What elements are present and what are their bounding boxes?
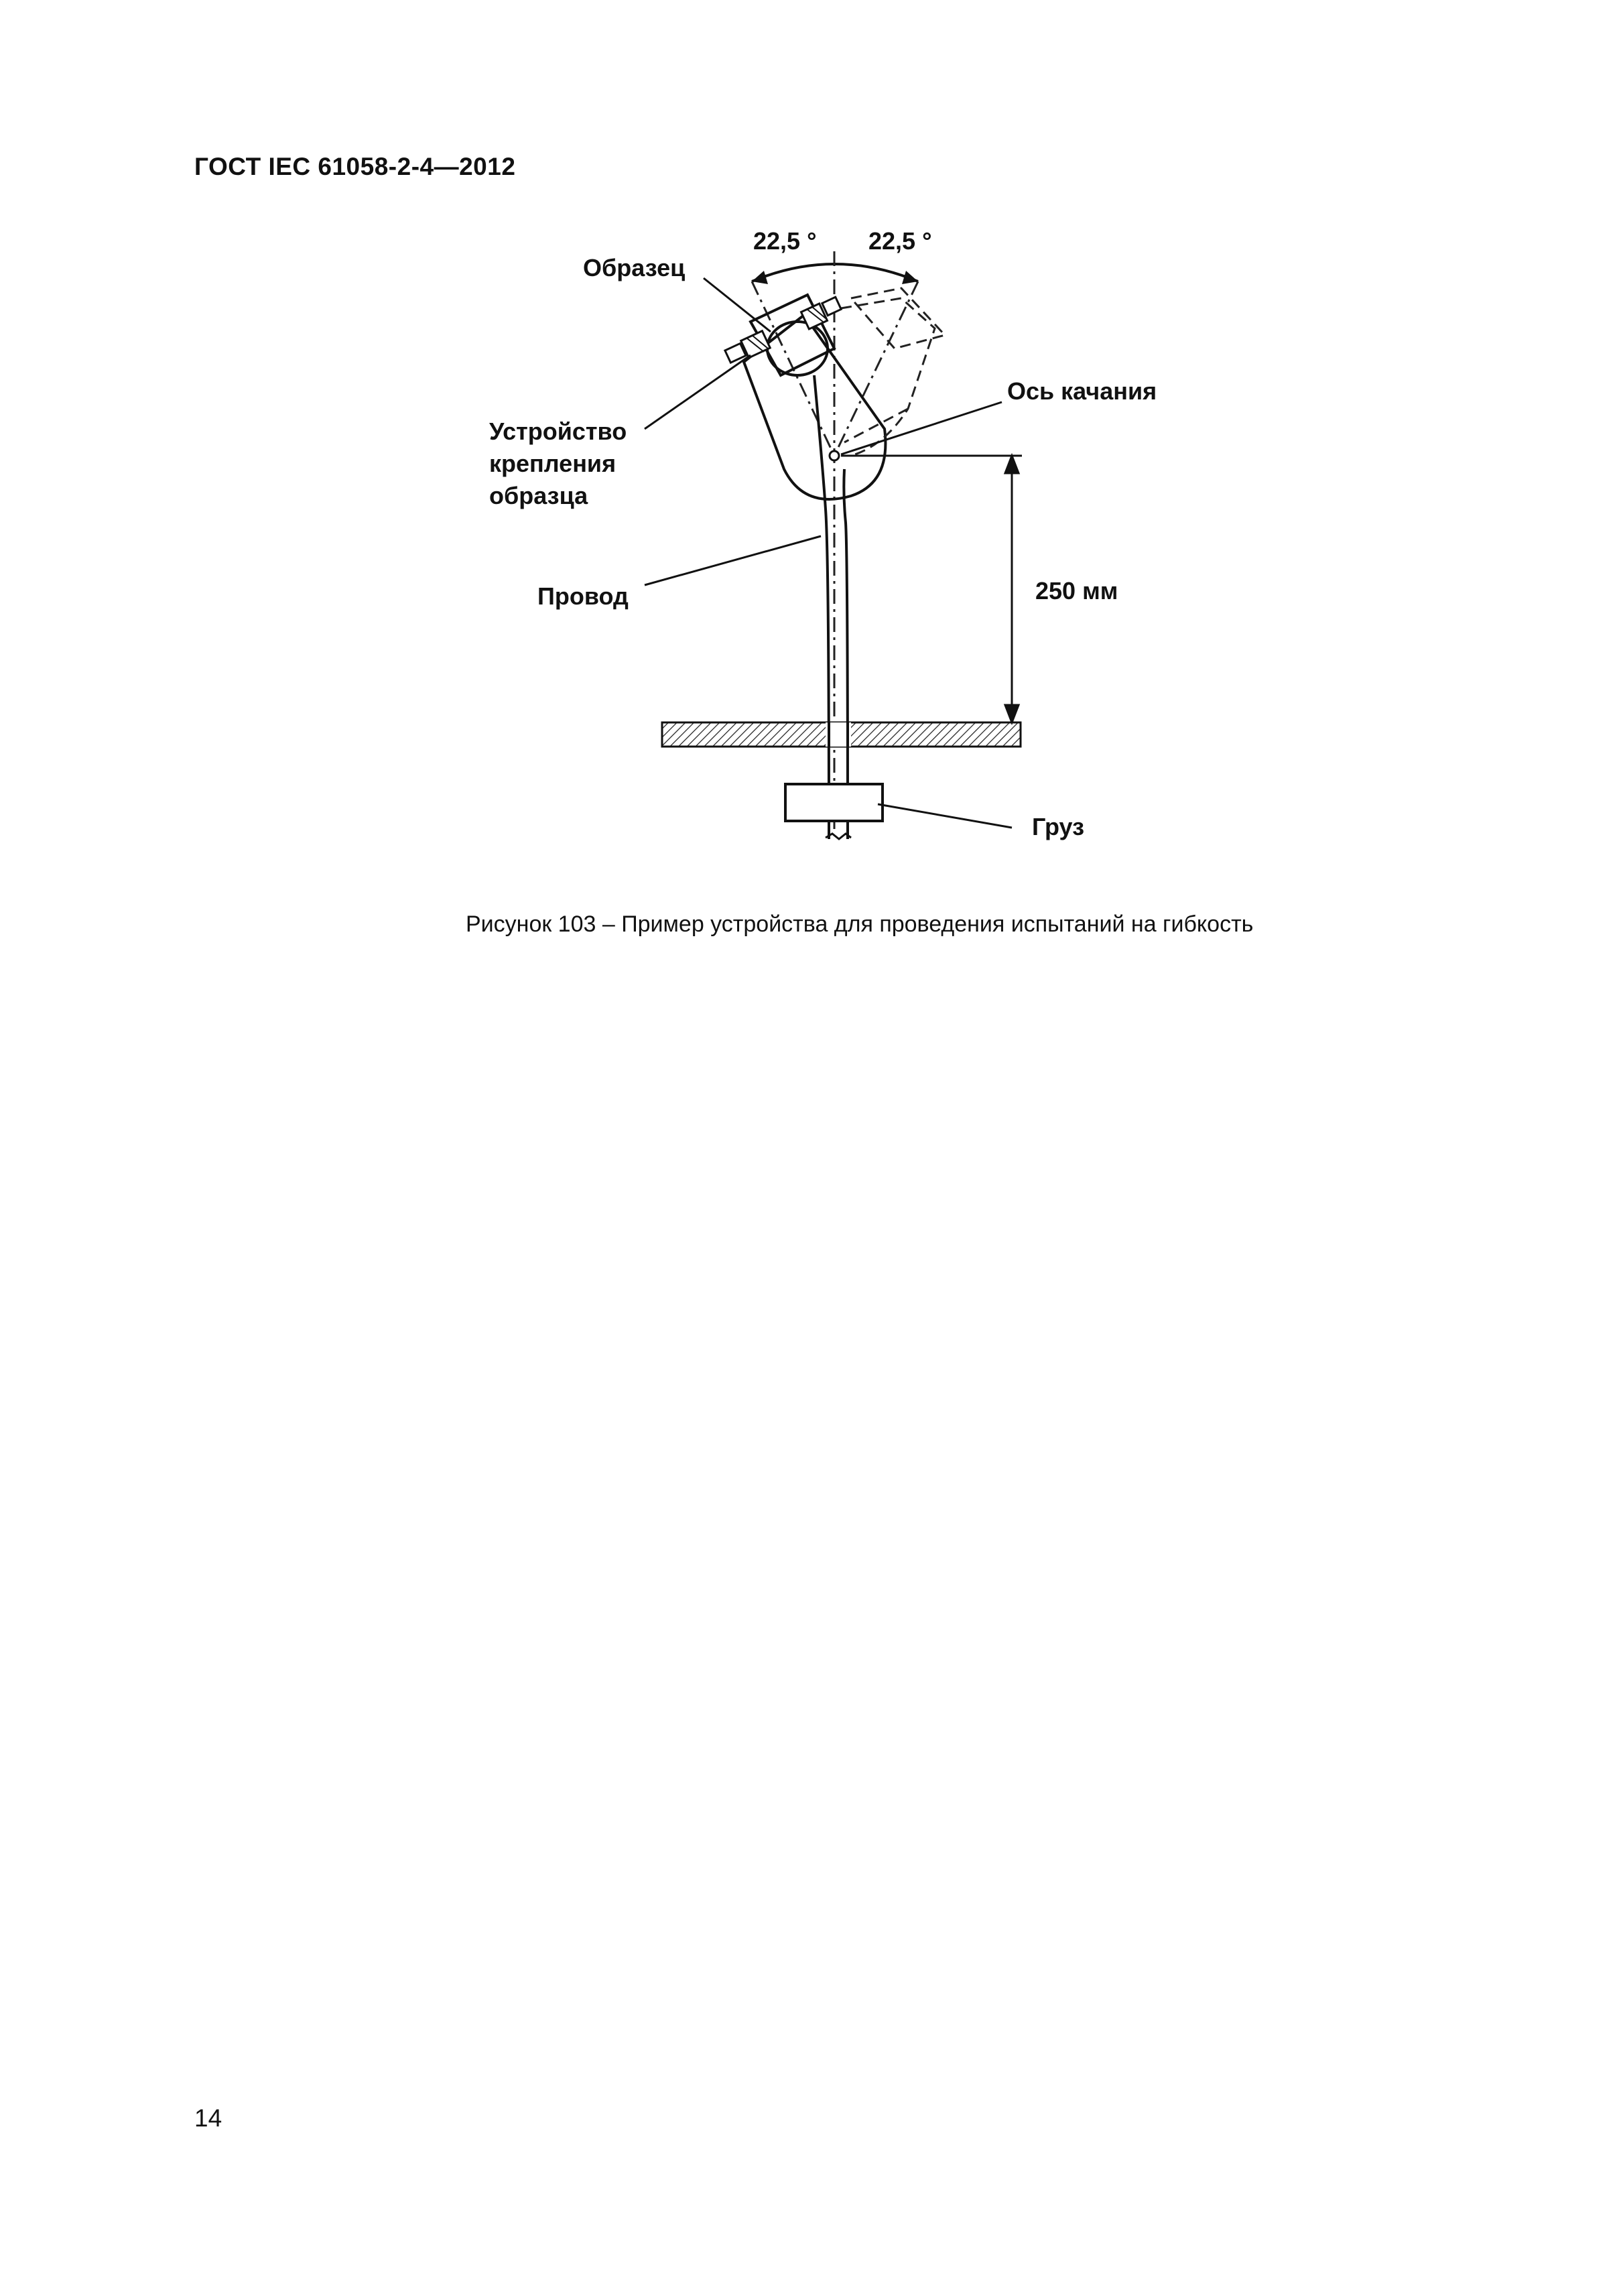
wire (814, 375, 848, 834)
weight-label: Груз (1032, 813, 1084, 840)
figure-caption: Рисунок 103 – Пример устройства для проведения испытаний на гибкость (466, 911, 1254, 937)
weight-block (785, 784, 883, 839)
pivot-point (830, 451, 839, 460)
page-number: 14 (194, 2104, 222, 2132)
angle-left-label: 22,5 ° (753, 227, 817, 255)
sample-holder-label: Устройство крепления образца (489, 418, 627, 509)
document-code-header: ГОСТ IEC 61058-2-4—2012 (194, 153, 516, 180)
angle-right-label: 22,5 ° (868, 227, 932, 255)
dimension-250mm (841, 456, 1022, 722)
wire-label: Провод (537, 582, 629, 610)
pivot-axis-label: Ось качания (1007, 377, 1157, 405)
flex-test-apparatus-figure (0, 0, 1623, 871)
sample-label: Образец (583, 254, 686, 281)
support-plate (662, 722, 1021, 747)
sample-holder-swung-position (841, 288, 945, 456)
apparatus-drawing (0, 0, 1623, 871)
distance-label: 250 мм (1035, 577, 1118, 604)
